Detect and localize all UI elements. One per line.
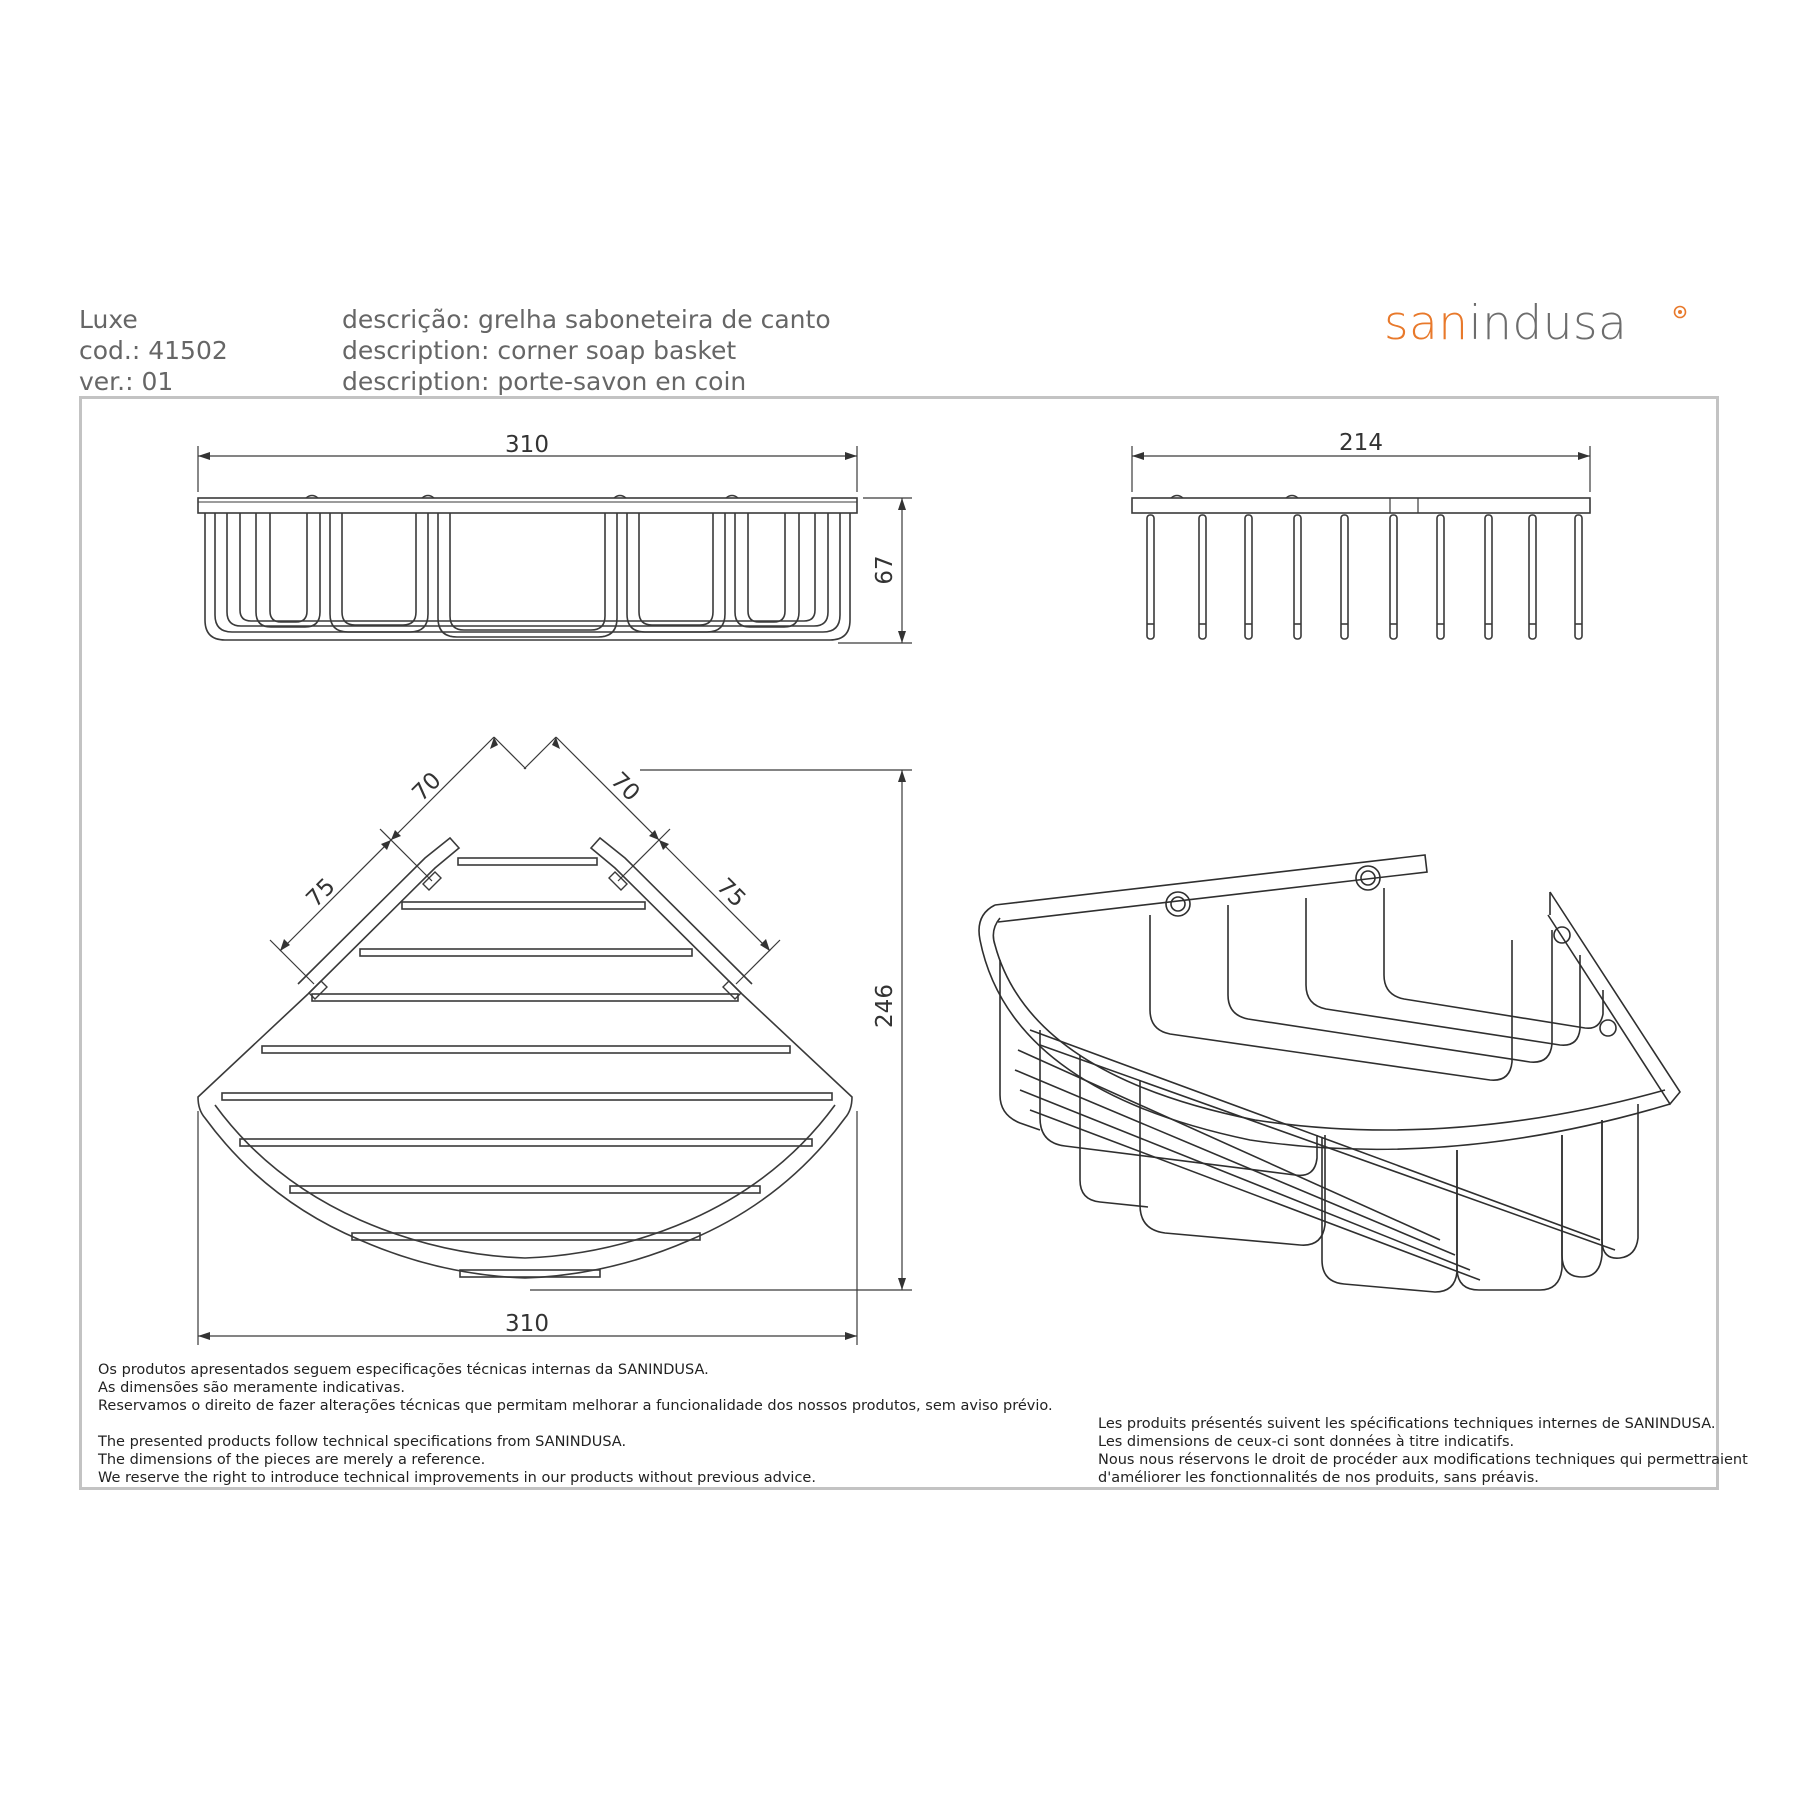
dim-front-height: 67 — [872, 555, 898, 585]
side-wire — [1485, 515, 1492, 639]
dim-top-width: 310 — [505, 1311, 549, 1337]
notes-pt — [98, 1361, 1053, 1415]
note-pt-line: Reservamos o direito de fazer alterações técnicas que permitam melhorar a funcionalidade dos nossos produtos, sem aviso prévio. — [98, 1398, 1053, 1414]
top-view — [198, 737, 912, 1345]
side-wire — [1341, 515, 1348, 639]
dim-side-width: 214 — [1339, 430, 1383, 456]
dim-top-depth: 246 — [872, 984, 898, 1028]
note-en-line: The presented products follow technical specifications from SANINDUSA. — [98, 1434, 627, 1450]
side-wire — [1529, 515, 1536, 639]
side-wire — [1199, 515, 1206, 639]
side-wire — [1575, 515, 1582, 639]
product-code: cod.: 41502 — [79, 336, 228, 365]
note-en-line: The dimensions of the pieces are merely a reference. — [98, 1452, 486, 1468]
side-wire — [1245, 515, 1252, 639]
top-slat — [458, 858, 597, 865]
brand-logo-indusa: indusa — [1468, 296, 1628, 351]
top-slat — [290, 1186, 760, 1193]
collection-name: Luxe — [79, 305, 138, 334]
side-view — [1132, 446, 1590, 639]
note-pt-line: As dimensões são meramente indicativas. — [98, 1380, 405, 1396]
side-wire — [1437, 515, 1444, 639]
dim-edge-right-long: 75 — [711, 873, 751, 913]
top-slat — [360, 949, 692, 956]
dim-edge-right-short: 70 — [605, 767, 645, 807]
side-wire — [1390, 515, 1397, 639]
top-slat — [262, 1046, 790, 1053]
drawing-version: ver.: 01 — [79, 367, 174, 396]
note-fr-line: Les produits présentés suivent les spécifications techniques internes de SANINDUSA. — [1098, 1416, 1716, 1432]
description-en: description: corner soap basket — [342, 336, 737, 365]
description-fr: description: porte-savon en coin — [342, 367, 747, 396]
note-pt-line: Os produtos apresentados seguem especificações técnicas internas da SANINDUSA. — [98, 1362, 709, 1378]
side-wire — [1294, 515, 1301, 639]
perspective-view — [979, 855, 1680, 1292]
top-slat — [222, 1093, 832, 1100]
front-view — [198, 446, 912, 643]
note-fr-line: Les dimensions de ceux-ci sont données à titre indicatifs. — [1098, 1434, 1515, 1450]
dim-edge-left-short: 70 — [407, 767, 447, 807]
note-fr-line: d'améliorer les fonctionnalités de nos produits, sans préavis. — [1098, 1470, 1539, 1486]
top-slat — [240, 1139, 812, 1146]
notes-en — [98, 1433, 816, 1487]
dim-edge-left-long: 75 — [301, 873, 341, 913]
top-slat — [312, 994, 738, 1001]
description-pt: descrição: grelha saboneteira de canto — [342, 305, 831, 334]
top-slat — [402, 902, 645, 909]
side-wire — [1147, 515, 1154, 639]
brand-logo-san: san — [1384, 296, 1469, 351]
note-en-line: We reserve the right to introduce technical improvements in our products without previous advice. — [98, 1470, 816, 1486]
note-fr-line: Nous nous réservons le droit de procéder aux modifications techniques qui permettraient — [1098, 1452, 1748, 1468]
notes-fr — [1098, 1415, 1748, 1487]
dim-front-width: 310 — [505, 432, 549, 458]
